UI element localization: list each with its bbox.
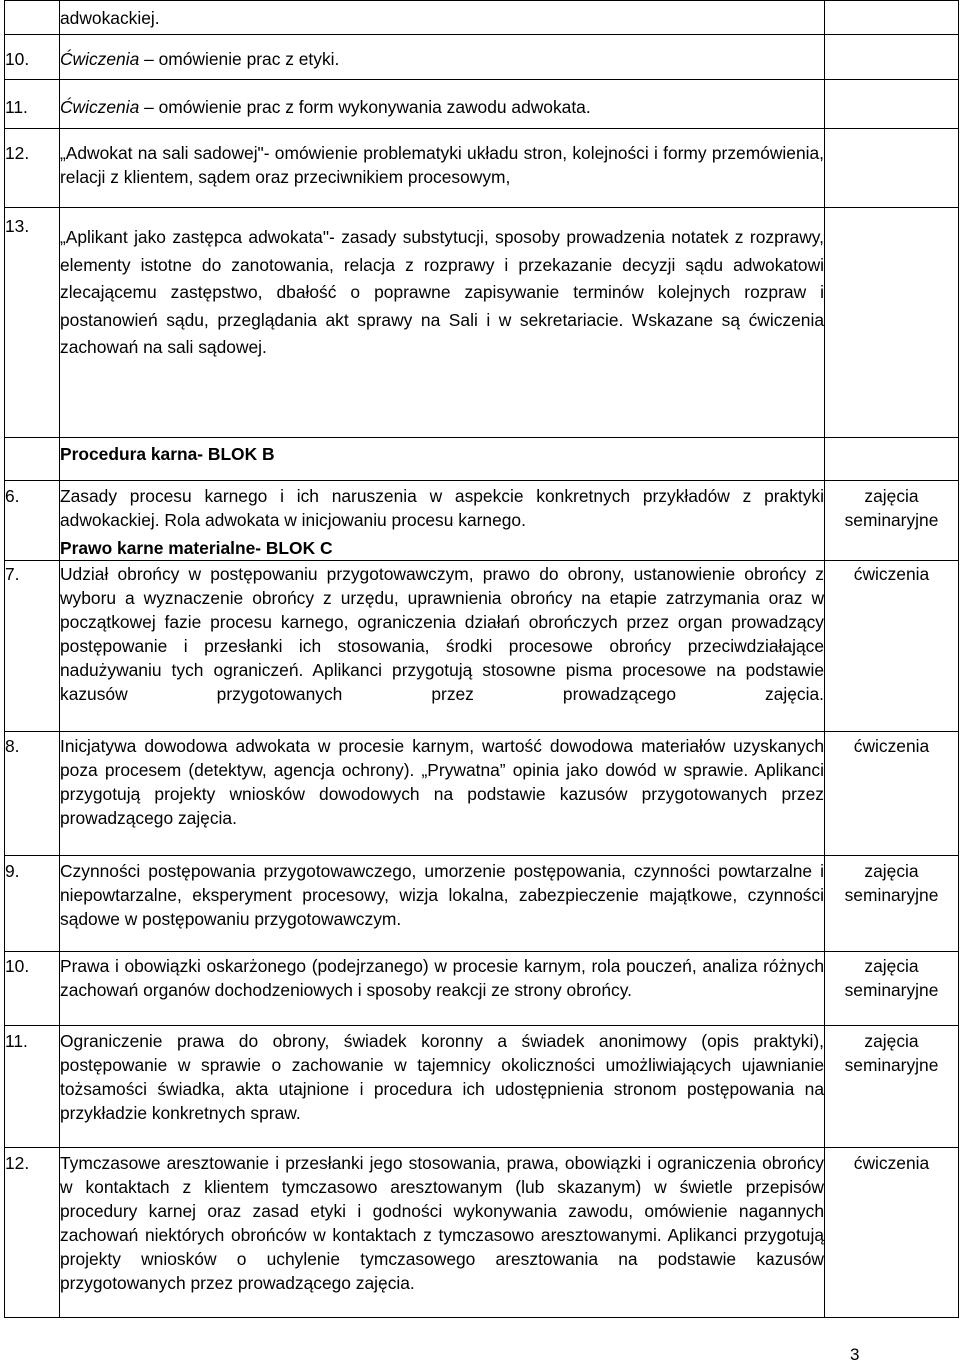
row-topic: Tymczasowe aresztowanie i przesłanki jego stosowania, prawa, obowiązki i ograniczenia obrońcy w kontaktach z klientem tymczasowo aresztowanym (lub skazanym) w świetle przepisów procedury karnej oraz zasad etyki i godności wykonywania zawodu, omówienie nagannych zachowań niektórych obrońców w kontaktach z tymczasowo aresztowanymi. Aplikanci przygotują projekty wniosków o uchylenie tymczasowego aresztowania na podstawie kazusów przygotowanych przez prowadzącego zajęcia. [60, 1148, 825, 1318]
row-topic: Czynności postępowania przygotowawczego, umorzenie postępowania, czynności powtarzalne i niepowtarzalne, eksperyment procesowy, wizja lokalna, zabezpieczenie majątkowe, czynności sądowe w postępowaniu przygotowawczym. [60, 856, 825, 952]
empty-cell [825, 438, 959, 481]
row-topic [60, 208, 825, 438]
row-number: 9. [5, 856, 60, 952]
table-row [5, 1148, 959, 1318]
empty-cell [5, 438, 60, 481]
row-class-type: zajęcia seminaryjne [825, 952, 959, 1026]
table-row [5, 208, 959, 438]
row-topic [60, 129, 825, 208]
table-row [5, 732, 959, 856]
table-row [5, 561, 959, 732]
table-row [5, 1, 959, 35]
table-row [5, 952, 959, 1026]
row-number: 10. [5, 35, 60, 80]
row-topic [60, 35, 825, 80]
row-topic [60, 80, 825, 129]
table-row [5, 80, 959, 129]
row-number: 11. [5, 80, 60, 129]
topic-text: – omówienie prac z etyki. [139, 49, 340, 69]
row-class-type [825, 208, 959, 438]
table-row [5, 35, 959, 80]
row-number [5, 1, 60, 35]
row-number: 8. [5, 732, 60, 856]
row-number: 7. [5, 561, 60, 732]
topic-text: „Adwokat na sali sadowej"- omówienie problematyki układu stron, kolejności i formy przemówienia, relacji z klientem, sądem oraz przeciwnikiem procesowym, [60, 143, 824, 187]
row-topic: Inicjatywa dowodowa adwokata w procesie karnym, wartość dowodowa materiałów uzyskanych poza procesem (detektyw, agencja ochrony). „Prywatna” opinia jako dowód w sprawie. Aplikanci przygotują projekty wniosków dowodowych na podstawie kazusów przygotowanych przez prowadzącego zajęcia. [60, 732, 825, 856]
row-topic: Ograniczenie prawa do obrony, świadek koronny a świadek anonimowy (opis praktyki), postępowanie w sprawie o zachowanie w tajemnicy okoliczności umożliwiających ujawnianie tożsamości świadka, akta utajnione i procedura ich udostępnienia stronom postępowania na przykładzie konkretnych spraw. [60, 1026, 825, 1148]
row-class-type [825, 129, 959, 208]
page-number: 3 [850, 1345, 860, 1364]
table-row [5, 129, 959, 208]
row-number: 12. [5, 1148, 60, 1318]
row-number: 10. [5, 952, 60, 1026]
row-class-type [825, 1, 959, 35]
row-topic [60, 481, 825, 561]
row-class-type: ćwiczenia [825, 561, 959, 732]
row-class-type: ćwiczenia [825, 1148, 959, 1318]
row-class-type: ćwiczenia [825, 732, 959, 856]
row-topic: Udział obrońcy w postępowaniu przygotowawczym, prawo do obrony, ustanowienie obrońcy z wyboru a wyznaczenie obrońcy z urzędu, uprawnienia obrońcy na etapie zatrzymania oraz w początkowej fazie procesu karnego, ograniczenia działań obrończych przez organ prowadzący postępowanie i przesłanki ich stosowania, środki procesowe obrońcy przeciwdziałające nadużywaniu tych ograniczeń. Aplikanci przygotują stosowne pisma procesowe na podstawie kazusów przygotowanych przez prowadzącego zajęcia. [60, 561, 825, 732]
row-number: 12. [5, 129, 60, 208]
table-row [5, 481, 959, 561]
topic-italic: Ćwiczenia [60, 49, 140, 69]
row-class-type [825, 35, 959, 80]
row-number: 6. [5, 481, 60, 561]
block-heading-procedura-karna: Procedura karna- BLOK B [60, 438, 825, 481]
row-topic: Prawa i obowiązki oskarżonego (podejrzanego) w procesie karnym, rola pouczeń, analiza różnych zachowań organów dochodzeniowych i sposoby reakcji ze strony obrońcy. [60, 952, 825, 1026]
row-number: 11. [5, 1026, 60, 1148]
topic-text: adwokackiej. [60, 8, 160, 28]
topic-text: Zasady procesu karnego i ich naruszenia w aspekcie konkretnych przykładów z praktyki adwokackiej. Rola adwokata w inicjowaniu procesu karnego. [60, 486, 824, 530]
row-class-type: zajęcia seminaryjne [825, 481, 959, 561]
row-number: 13. [5, 208, 60, 438]
row-class-type: zajęcia seminaryjne [825, 1026, 959, 1148]
row-class-type: zajęcia seminaryjne [825, 856, 959, 952]
table-row [5, 856, 959, 952]
row-topic [60, 1, 825, 35]
block-heading-prawo-karne: Prawo karne materialne- BLOK C [60, 538, 333, 558]
course-program-table [4, 0, 959, 1318]
table-row [5, 1026, 959, 1148]
topic-text: „Aplikant jako zastępca adwokata"- zasady substytucji, sposoby prowadzenia notatek z rozprawy, elementy istotne do zanotowania, relacja z rozprawy i przekazanie decyzji sądu adwokatowi zlecającemu zastępstwo, dbałość o poprawne zapisywanie terminów kolejnych rozpraw i postanowień sądu, przeglądania akt sprawy na Sali i w sekretariacie. Wskazane są ćwiczenia zachowań na sali sądowej. [60, 227, 824, 357]
row-class-type [825, 80, 959, 129]
topic-text: – omówienie prac z form wykonywania zawodu adwokata. [139, 97, 591, 117]
table-row [5, 438, 959, 481]
topic-italic: Ćwiczenia [60, 97, 140, 117]
